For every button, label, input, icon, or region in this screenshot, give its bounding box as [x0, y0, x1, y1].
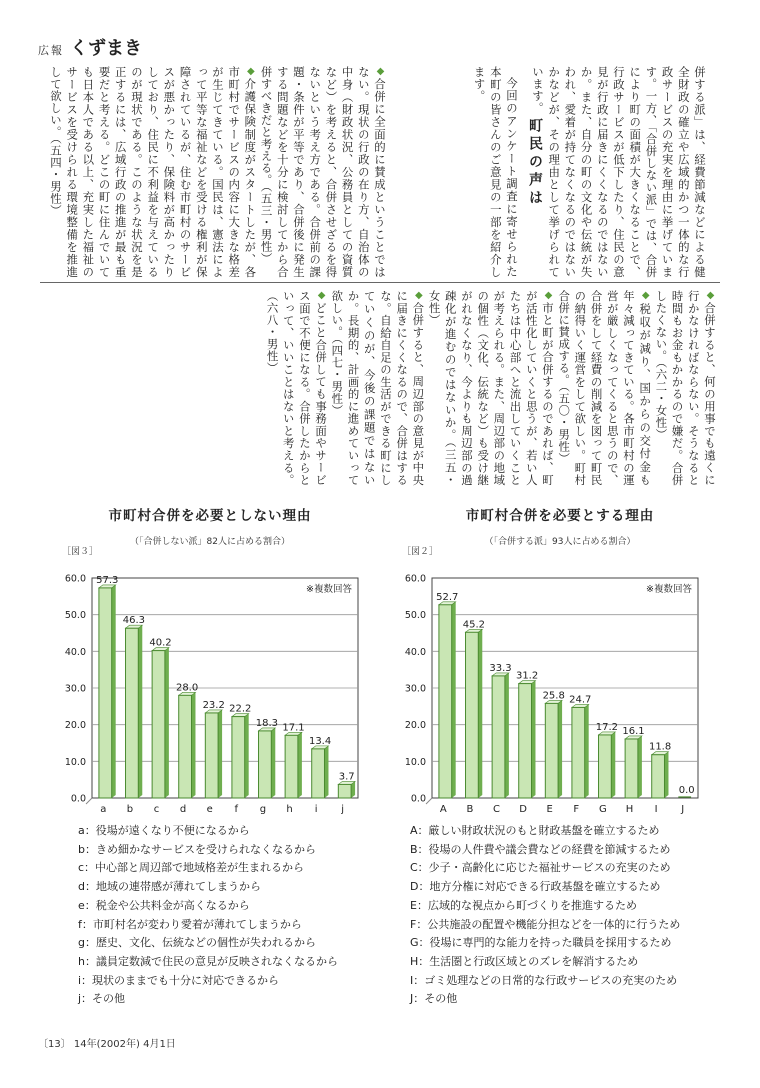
- left-bar-side: [218, 710, 222, 798]
- left-bar-i: [312, 746, 329, 798]
- right-bar-side: [505, 673, 509, 798]
- section-intro-text: 今回のアンケート調査に寄せられた本町の皆さんのご意見の一部を紹介します。: [472, 66, 519, 278]
- right-y-tick-label: 20.0: [404, 720, 426, 732]
- left-bar-front: [285, 735, 298, 798]
- right-value-label: 11.8: [648, 741, 672, 753]
- right-value-label: 17.2: [595, 721, 619, 733]
- legend-left-j: j：その他: [78, 992, 126, 1006]
- chart-left-legend: [78, 822, 338, 1009]
- left-x-tick-label: a: [100, 804, 107, 815]
- right-value-label: 25.8: [542, 690, 565, 702]
- left-y-tick-label: 10.0: [64, 756, 86, 768]
- chart-right-fig-label: ［図２］: [402, 547, 439, 557]
- right-y-tick-label: 60.0: [404, 573, 426, 585]
- right-x-tick-label: A: [439, 804, 447, 815]
- page-footer: [38, 1035, 176, 1050]
- left-bar-front: [99, 588, 112, 798]
- right-value-label: 52.7: [436, 591, 459, 603]
- chart-left-subtitle: （「合併しない派」82人に占める割合）: [130, 537, 290, 547]
- right-bar-D: [519, 681, 536, 798]
- left-x-tick-label: b: [126, 804, 134, 815]
- right-x-tick-label: J: [681, 804, 685, 815]
- intro-tail-text: 併する派」は、経費節減などによる健全財政の確立や広域的かつ一体的な行政サービスの充実を理由に挙げています。一方、「合併しない派」では、合併により町の面積が大きくなることで、行政サービスが低下したり、住民の意見が行政に届きにくくなるのではないか。また、自分の町の文化や伝統が失われ、愛着が持てなくなるのではないかなどが、その理由として挙げられています。: [530, 66, 707, 278]
- opinion-3: ◆ 合併すると、何の用事でも遠くに行かなければならない。そうなると時間もお金もかかるので嫌だ。合併したくない。（六二・女性）: [653, 290, 718, 486]
- chart-right-title: 市町村合併を必要とする理由: [465, 508, 655, 524]
- right-bar-side: [664, 752, 668, 798]
- legend-left-e: e：税金や公共料金が高くなるから: [78, 898, 250, 912]
- right-value-label: 45.2: [462, 619, 486, 631]
- left-bar-side: [191, 692, 195, 798]
- right-value-label: 16.1: [622, 725, 645, 737]
- left-bar-front: [312, 749, 325, 798]
- left-value-label: 23.2: [202, 699, 225, 711]
- left-value-label: 13.4: [308, 735, 332, 747]
- right-bar-front: [466, 632, 479, 798]
- right-y-tick-label: 0.0: [410, 793, 426, 805]
- left-value-label: 46.3: [122, 615, 146, 627]
- opinion-7: ◆ どこと合併しても事務面やサービス面で不便になる。合併したからといって、いいことはないと考える。（六八・男性）: [264, 290, 329, 486]
- left-bar-front: [152, 651, 165, 798]
- left-bar-front: [232, 717, 245, 798]
- left-x-tick-label: g: [259, 804, 267, 815]
- left-bar-side: [138, 625, 142, 798]
- right-x-tick-label: G: [599, 804, 607, 815]
- opinion-2: ◆ 介護保険制度がスタートしたが、各市町村でサービスの内容に大きな格差が生じてきている。国民は、憲法によって平等な福祉などを受ける権利が保障されているが、住む市町村のサービスが悪かったり、保険料が高かったりしており、住民に不利益を与えているのが現状である。このような状況を是正するには、広域行政の推進が最も重要だと考える。どこの町に住んでいても日本人である以上、充実した福祉のサービスを受けられる環境整備を推進して欲しい。（五四・男性）: [48, 66, 259, 278]
- left-value-label: 22.2: [229, 703, 252, 715]
- opinion-5: ◆ 市と町が合併するのであれば、町が活性化していくと思うが、若い人たちは中心部へと流出していくことが考えられる。また、周辺部の地域の個性（文化、伝統など）も受け継がれなくなり、今よりも周辺部の過疎化が進むのではないか。（三五・女性）: [426, 290, 556, 486]
- article-column-left-1: [48, 66, 388, 278]
- right-chart-note: ※複数回答: [646, 584, 692, 595]
- left-x-tick-label: e: [206, 804, 213, 815]
- left-bar-front: [338, 784, 351, 798]
- right-bar-I: [652, 752, 669, 798]
- chart-left-fig-label: ［図３］: [62, 547, 99, 557]
- right-bar-side: [585, 704, 589, 798]
- legend-left-b: b：きめ細かなサービスを受けられなくなるから: [78, 842, 316, 856]
- legend-right-f: F：公共施設の配置や機能分担などを一体的に行うため: [410, 917, 681, 931]
- left-x-tick-label: i: [314, 804, 318, 815]
- left-bar-side: [165, 648, 169, 798]
- left-x-tick-label: j: [341, 804, 345, 815]
- chart-right-subtitle: （「合併する派」93人に占める割合）: [484, 537, 636, 547]
- left-bar-side: [245, 714, 249, 798]
- left-bar-side: [271, 728, 275, 798]
- left-bar-side: [298, 732, 302, 798]
- left-bar-front: [179, 695, 192, 798]
- right-floor-edge: [426, 798, 432, 804]
- right-bar-front: [492, 676, 505, 798]
- right-x-tick-label: F: [573, 804, 580, 815]
- left-x-tick-label: d: [179, 804, 187, 815]
- right-x-tick-label: D: [519, 804, 527, 815]
- chart-left: [50, 560, 380, 820]
- left-x-tick-label: h: [286, 804, 293, 815]
- legend-right-j: J：その他: [410, 992, 458, 1006]
- legend-left-c: c：中心部と周辺部で地域格差が生まれるから: [78, 861, 305, 875]
- right-bar-F: [572, 704, 589, 798]
- legend-left-h: h：議員定数減で住民の意見が反映されなくなるから: [78, 954, 338, 968]
- opinion-1: ◆ 合併に全面的に賛成ということではない。現状の行政の在り方、自治体の中身（財政状況、公務員としての資質など）を考えると、合併させざるを得ないという考え方である。合併前の課題・条件が平等であり、合併後に発生する問題などを十分に検討してから合併すべきだと考える。（五三・男性）: [258, 66, 388, 278]
- legend-left-f: f：市町村名が変わり愛着が薄れてしまうから: [78, 917, 302, 931]
- chart-left-header: [60, 504, 360, 547]
- right-x-tick-label: C: [493, 804, 500, 815]
- right-bar-G: [599, 732, 616, 798]
- right-bar-side: [452, 602, 456, 798]
- right-bar-front: [599, 735, 612, 798]
- left-y-tick-label: 30.0: [64, 683, 86, 695]
- chart-right-legend: [410, 822, 680, 1009]
- right-y-tick-label: 40.0: [404, 646, 426, 658]
- right-x-tick-label: E: [546, 804, 553, 815]
- right-bar-side: [558, 700, 562, 798]
- left-bar-front: [126, 628, 139, 798]
- left-value-label: 40.2: [149, 637, 172, 649]
- left-x-tick-label: c: [153, 804, 160, 815]
- right-bar-side: [531, 681, 535, 798]
- right-value-label: 33.3: [489, 662, 512, 674]
- left-bar-b: [126, 625, 143, 798]
- page-number: 〔13〕: [38, 1039, 71, 1050]
- legend-right-d: D：地方分権に対応できる行政基盤を確立するため: [410, 880, 661, 894]
- chart-right: [390, 560, 720, 820]
- issue-date: 14年(2002年) 4月1日: [73, 1039, 176, 1050]
- right-bar-front: [625, 739, 638, 798]
- article-column-right-2: [448, 66, 520, 278]
- right-bar-H: [625, 736, 642, 798]
- left-bar-h: [285, 732, 302, 798]
- right-bar-A: [439, 602, 456, 798]
- right-bar-front: [572, 707, 585, 798]
- left-bar-c: [152, 648, 169, 798]
- right-value-label: 31.2: [515, 670, 539, 682]
- right-x-tick-label: I: [654, 804, 658, 815]
- chart-left-title: 市町村合併を必要としない理由: [108, 508, 312, 524]
- legend-right-h: H：生活圏と行政区域とのズレを解消するため: [410, 954, 639, 968]
- legend-right-b: B：役場の人件費や議会費などの経費を節減するため: [410, 842, 671, 856]
- legend-right-c: C：少子・高齢化に応じた福祉サービスの充実のため: [410, 861, 671, 875]
- section-heading: 町民の声は: [527, 118, 543, 208]
- right-bar-side: [638, 736, 642, 798]
- left-bar-d: [179, 692, 196, 798]
- legend-left-d: d：地域の連帯感が薄れてしまうから: [78, 880, 261, 894]
- opinion-4: ◆ 税収が減り、国からの交付金も年々減ってきている。各市町村の運営が厳しくなってくると思うので、合併をして経費の削減を図って町民の納得いく運営をして欲しい。町村合併に賛成する。（五〇・男性）: [556, 290, 653, 486]
- left-value-label: 28.0: [175, 682, 199, 694]
- left-y-tick-label: 0.0: [70, 793, 86, 805]
- legend-right-i: I：ゴミ処理などの日常的な行政サービスの充実のため: [410, 973, 678, 987]
- right-y-tick-label: 50.0: [404, 610, 426, 622]
- right-bar-front: [439, 605, 452, 798]
- chart-right-header: [410, 504, 710, 547]
- right-value-label: 0.0: [678, 785, 695, 796]
- left-bar-f: [232, 714, 249, 798]
- left-bar-side: [112, 585, 116, 798]
- right-bar-front: [519, 684, 532, 798]
- right-bar-B: [466, 629, 483, 798]
- right-bar-side: [478, 629, 482, 798]
- masthead-kouho: 広報: [38, 44, 64, 57]
- left-chart-note: ※複数回答: [306, 584, 352, 595]
- left-bar-front: [259, 731, 272, 798]
- left-x-tick-label: f: [234, 804, 239, 815]
- section-divider: [40, 282, 720, 283]
- left-bar-front: [205, 713, 218, 798]
- legend-right-a: A：厳しい財政状況のもと財政基盤を確立するため: [410, 824, 660, 837]
- legend-right-g: G：役場に専門的な能力を持った職員を採用するため: [410, 936, 672, 950]
- left-value-label: 18.3: [255, 717, 279, 729]
- legend-left-g: g：歴史、文化、伝統などの個性が失われるから: [78, 936, 316, 950]
- right-bar-front: [652, 755, 665, 798]
- legend-left-a: a：役場が遠くなり不便になるから: [78, 824, 250, 837]
- left-value-label: 17.1: [282, 722, 305, 734]
- left-bar-a: [99, 585, 116, 798]
- right-bar-side: [611, 732, 615, 798]
- left-bar-g: [259, 728, 276, 798]
- right-bar-front: [545, 703, 558, 798]
- masthead: [38, 34, 142, 60]
- legend-right-e: E：広域的な視点から町づくりを推進するため: [410, 898, 637, 912]
- opinion-6: ◆ 合併すると、周辺部の意見が中央に届きにくくなるので、合併はするな。自給自足の生活ができる町にしていくのが、今後の課題ではないか。長期的、計画的に進めていって欲しい。（四七・男性）: [329, 290, 426, 486]
- article-column-lower: [58, 290, 718, 486]
- left-value-label: 57.3: [96, 574, 119, 586]
- left-bar-e: [205, 710, 222, 798]
- right-bar-C: [492, 673, 509, 798]
- right-bar-E: [545, 700, 562, 798]
- left-bar-side: [324, 746, 328, 798]
- legend-left-i: i：現状のままでも十分に対応できるから: [78, 973, 280, 987]
- left-y-tick-label: 60.0: [64, 573, 86, 585]
- left-y-tick-label: 50.0: [64, 610, 86, 622]
- left-floor-edge: [86, 798, 92, 804]
- right-value-label: 24.7: [569, 694, 592, 706]
- right-y-tick-label: 10.0: [404, 756, 426, 768]
- right-y-tick-label: 30.0: [404, 683, 426, 695]
- right-x-tick-label: B: [466, 804, 474, 815]
- right-x-tick-label: H: [625, 804, 634, 815]
- left-value-label: 3.7: [338, 771, 355, 783]
- masthead-title: くずまき: [70, 38, 142, 59]
- left-bar-j: [338, 781, 355, 798]
- left-y-tick-label: 20.0: [64, 720, 86, 732]
- left-y-tick-label: 40.0: [64, 646, 86, 658]
